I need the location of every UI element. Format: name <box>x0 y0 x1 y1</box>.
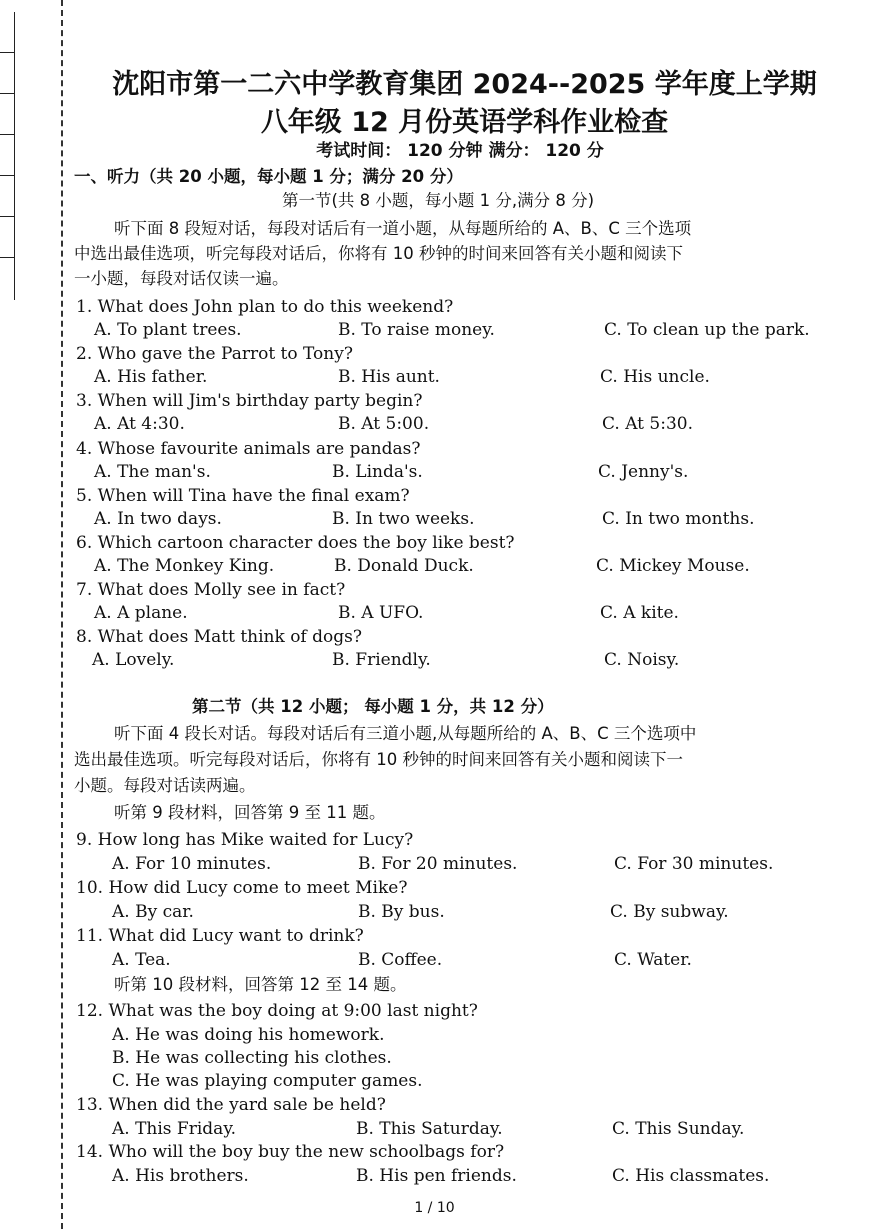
option-a: A. His brothers. <box>112 1166 249 1186</box>
question-stem: 7. What does Molly see in fact? <box>76 580 346 600</box>
option-b: B. His aunt. <box>338 367 440 387</box>
question-stem: 10. How did Lucy come to meet Mike? <box>76 878 408 898</box>
part2-instruction: 小题。每段对话读两遍。 <box>74 776 256 795</box>
option-b: B. At 5:00. <box>338 414 430 434</box>
option-b: B. By bus. <box>358 902 445 922</box>
question-stem: 8. What does Matt think of dogs? <box>76 627 362 647</box>
option-c: C. To clean up the park. <box>604 320 810 340</box>
option-c: C. At 5:30. <box>602 414 694 434</box>
part1-instruction: 一小题，每段对话仅读一遍。 <box>74 269 289 288</box>
question-stem: 9. How long has Mike waited for Lucy? <box>76 830 414 850</box>
option-c: C. Water. <box>614 950 692 970</box>
material-note: 听第 10 段材料，回答第 12 至 14 题。 <box>114 975 407 994</box>
question-stem: 5. When will Tina have the final exam? <box>76 486 410 506</box>
part1-instruction: 听下面 8 段短对话，每段对话后有一道小题，从每题所给的 A、B、C 三个选项 <box>114 219 692 238</box>
option-a: A. A plane. <box>94 603 188 623</box>
question-stem: 4. Whose favourite animals are pandas? <box>76 439 421 459</box>
part2-heading: 第二节（共 12 小题； 每小题 1 分，共 12 分） <box>192 697 554 716</box>
option-a: A. For 10 minutes. <box>112 854 272 874</box>
option-a: A. By car. <box>112 902 194 922</box>
margin-cell <box>0 217 14 258</box>
option-b: B. Linda's. <box>332 462 423 482</box>
option-b: B. In two weeks. <box>332 509 475 529</box>
page-number: 1 / 10 <box>414 1200 455 1216</box>
option-a: A. This Friday. <box>112 1119 237 1139</box>
option-c: C. For 30 minutes. <box>614 854 774 874</box>
part1-heading: 第一节(共 8 小题，每小题 1 分,满分 8 分) <box>282 191 595 210</box>
option-a: A. Tea. <box>112 950 171 970</box>
option-b: B. Coffee. <box>358 950 443 970</box>
option-b: B. Friendly. <box>332 650 431 670</box>
question-stem: 2. Who gave the Parrot to Tony? <box>76 344 353 364</box>
option-a: A. The man's. <box>94 462 211 482</box>
option-c: C. His classmates. <box>612 1166 770 1186</box>
option-a: A. He was doing his homework. <box>112 1025 385 1045</box>
option-a: A. At 4:30. <box>94 414 185 434</box>
margin-cell <box>0 94 14 135</box>
option-c: C. Noisy. <box>604 650 680 670</box>
margin-cell <box>0 12 14 53</box>
part2-instruction: 选出最佳选项。听完每段对话后，你将有 10 秒钟的时间来回答有关小题和阅读下一 <box>74 750 683 769</box>
question-stem: 1. What does John plan to do this weekend? <box>76 297 454 317</box>
option-b: B. He was collecting his clothes. <box>112 1048 392 1068</box>
option-b: B. His pen friends. <box>356 1166 517 1186</box>
exam-title-line2: 八年级 12 月份英语学科作业检查 <box>260 107 669 138</box>
question-stem: 3. When will Jim's birthday party begin? <box>76 391 423 411</box>
option-c: C. In two months. <box>602 509 755 529</box>
option-b: B. This Saturday. <box>356 1119 503 1139</box>
question-stem: 14. Who will the boy buy the new schoolbags for? <box>76 1142 505 1162</box>
margin-cell <box>0 53 14 94</box>
option-a: A. The Monkey King. <box>94 556 275 576</box>
option-a: A. His father. <box>94 367 208 387</box>
part1-instruction: 中选出最佳选项，听完每段对话后，你将有 10 秒钟的时间来回答有关小题和阅读下 <box>74 244 683 263</box>
margin-cell <box>0 176 14 217</box>
section-heading-listening: 一、听力（共 20 小题，每小题 1 分；满分 20 分） <box>74 167 463 186</box>
option-b: B. To raise money. <box>338 320 495 340</box>
exam-title-line1: 沈阳市第一二六中学教育集团 2024--2025 学年度上学期 <box>112 69 817 100</box>
question-stem: 13. When did the yard sale be held? <box>76 1095 386 1115</box>
option-b: B. A UFO. <box>338 603 424 623</box>
option-a: A. Lovely. <box>92 650 175 670</box>
question-stem: 11. What did Lucy want to drink? <box>76 926 364 946</box>
exam-info: 考试时间： 120 分钟 满分： 120 分 <box>316 141 604 161</box>
option-c: C. His uncle. <box>600 367 710 387</box>
binding-margin-box <box>0 12 15 300</box>
option-b: B. For 20 minutes. <box>358 854 518 874</box>
option-c: C. Jenny's. <box>598 462 689 482</box>
option-a: A. In two days. <box>94 509 222 529</box>
option-a: A. To plant trees. <box>94 320 242 340</box>
option-c: C. Mickey Mouse. <box>596 556 750 576</box>
question-stem: 6. Which cartoon character does the boy like best? <box>76 533 515 553</box>
material-note: 听第 9 段材料，回答第 9 至 11 题。 <box>114 803 386 822</box>
question-stem: 12. What was the boy doing at 9:00 last night? <box>76 1001 478 1021</box>
option-b: B. Donald Duck. <box>334 556 474 576</box>
option-c: C. This Sunday. <box>612 1119 745 1139</box>
part2-instruction: 听下面 4 段长对话。每段对话后有三道小题,从每题所给的 A、B、C 三个选项中 <box>114 724 697 743</box>
option-c: C. By subway. <box>610 902 729 922</box>
option-c: C. A kite. <box>600 603 679 623</box>
binding-dashed-line <box>61 0 63 1229</box>
margin-cell <box>0 135 14 176</box>
option-c: C. He was playing computer games. <box>112 1071 423 1091</box>
